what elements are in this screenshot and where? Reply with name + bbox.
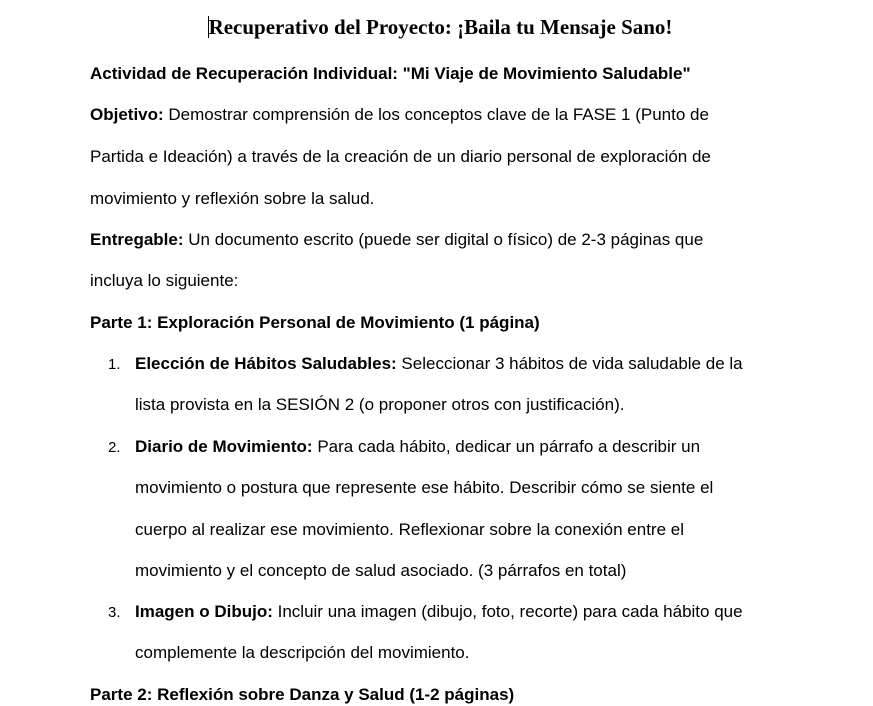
list-item-3-number: 3. (108, 604, 121, 621)
objective-line-1 (90, 104, 709, 126)
list-item-3-line-2: complemente la descripción del movimiento. (135, 643, 470, 662)
list-item-2-text-1: Para cada hábito, dedicar un párrafo a describir un (317, 437, 701, 456)
list-item-2-line-1 (135, 436, 700, 458)
objective-line-3: movimiento y reflexión sobre la salud. (90, 189, 375, 208)
deliverable-line-1 (90, 229, 703, 251)
list-item-3-line-1 (135, 601, 743, 623)
list-item-2-line-3: cuerpo al realizar ese movimiento. Reflexionar sobre la conexión entre el (135, 520, 685, 539)
list-item-1-label: Elección de Hábitos Saludables: (135, 354, 397, 373)
part1-heading: Parte 1: Exploración Personal de Movimiento (1 página) (90, 313, 540, 332)
objective-line-2: Partida e Ideación) a través de la creación de un diario personal de exploración de (90, 147, 711, 166)
deliverable-label: Entregable: (90, 230, 184, 249)
objective-text-1: Demostrar comprensión de los conceptos clave de la FASE 1 (Punto de (168, 105, 709, 124)
activity-heading: Actividad de Recuperación Individual: "Mi Viaje de Movimiento Saludable" (90, 64, 691, 83)
document-title[interactable] (0, 12, 873, 42)
list-item-1-line-2: lista provista en la SESIÓN 2 (o proponer otros con justificación). (135, 395, 625, 414)
list-item-3-text-1: Incluir una imagen (dibujo, foto, recorte) para cada hábito que (277, 602, 743, 621)
objective-label: Objetivo: (90, 105, 164, 124)
list-item-2-number: 2. (108, 439, 121, 456)
part2-heading: Parte 2: Reflexión sobre Danza y Salud (1-2 páginas) (90, 685, 515, 704)
list-item-2-label: Diario de Movimiento: (135, 437, 313, 456)
document-title-text: Recuperativo del Proyecto: ¡Baila tu Mensaje Sano! (208, 15, 673, 39)
list-item-3-label: Imagen o Dibujo: (135, 602, 273, 621)
deliverable-text-1: Un documento escrito (puede ser digital o físico) de 2-3 páginas que (188, 230, 704, 249)
list-item-2-line-4: movimiento y el concepto de salud asociado. (3 párrafos en total) (135, 561, 627, 580)
list-item-1-line-1 (135, 353, 743, 375)
list-item-2-line-2: movimiento o postura que represente ese hábito. Describir cómo se siente el (135, 478, 714, 497)
deliverable-line-2: incluya lo siguiente: (90, 271, 239, 290)
list-item-1-number: 1. (108, 356, 121, 373)
list-item-1-text-1: Seleccionar 3 hábitos de vida saludable de la (401, 354, 743, 373)
